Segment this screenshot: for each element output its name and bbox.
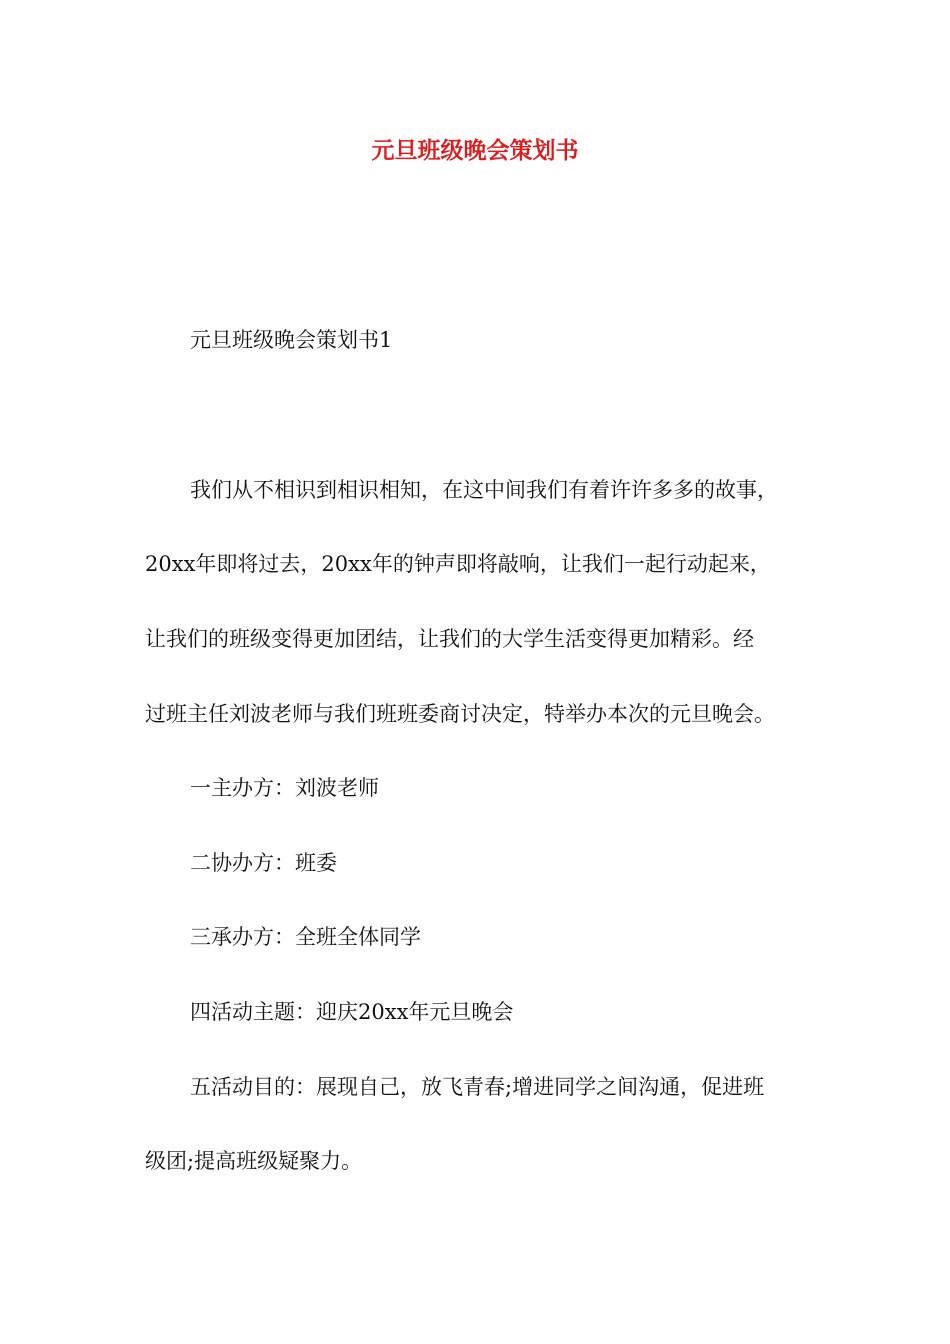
purpose-line: 级团;提高班级疑聚力。 [145, 1149, 363, 1173]
section-heading: 元旦班级晚会策划书1 [190, 328, 393, 352]
document-title: 元旦班级晚会策划书 [371, 137, 579, 164]
item-co-organizer: 二协办方：班委 [190, 851, 337, 875]
item-undertaker: 三承办方：全班全体同学 [190, 925, 421, 949]
intro-line: 我们从不相识到相识相知，在这中间我们有着许许多多的故事， [190, 478, 778, 502]
purpose-line: 五活动目的：展现自己，放飞青春;增进同学之间沟通，促进班 [190, 1075, 765, 1099]
intro-line: 20xx年即将过去，20xx年的钟声即将敲响，让我们一起行动起来， [145, 552, 771, 576]
intro-line: 让我们的班级变得更加团结，让我们的大学生活变得更加精彩。经 [145, 627, 754, 651]
item-theme: 四活动主题：迎庆20xx年元旦晚会 [190, 1000, 514, 1024]
item-organizer: 一主办方：刘波老师 [190, 776, 379, 800]
intro-line: 过班主任刘波老师与我们班班委商讨决定，特举办本次的元旦晚会。 [145, 702, 775, 726]
